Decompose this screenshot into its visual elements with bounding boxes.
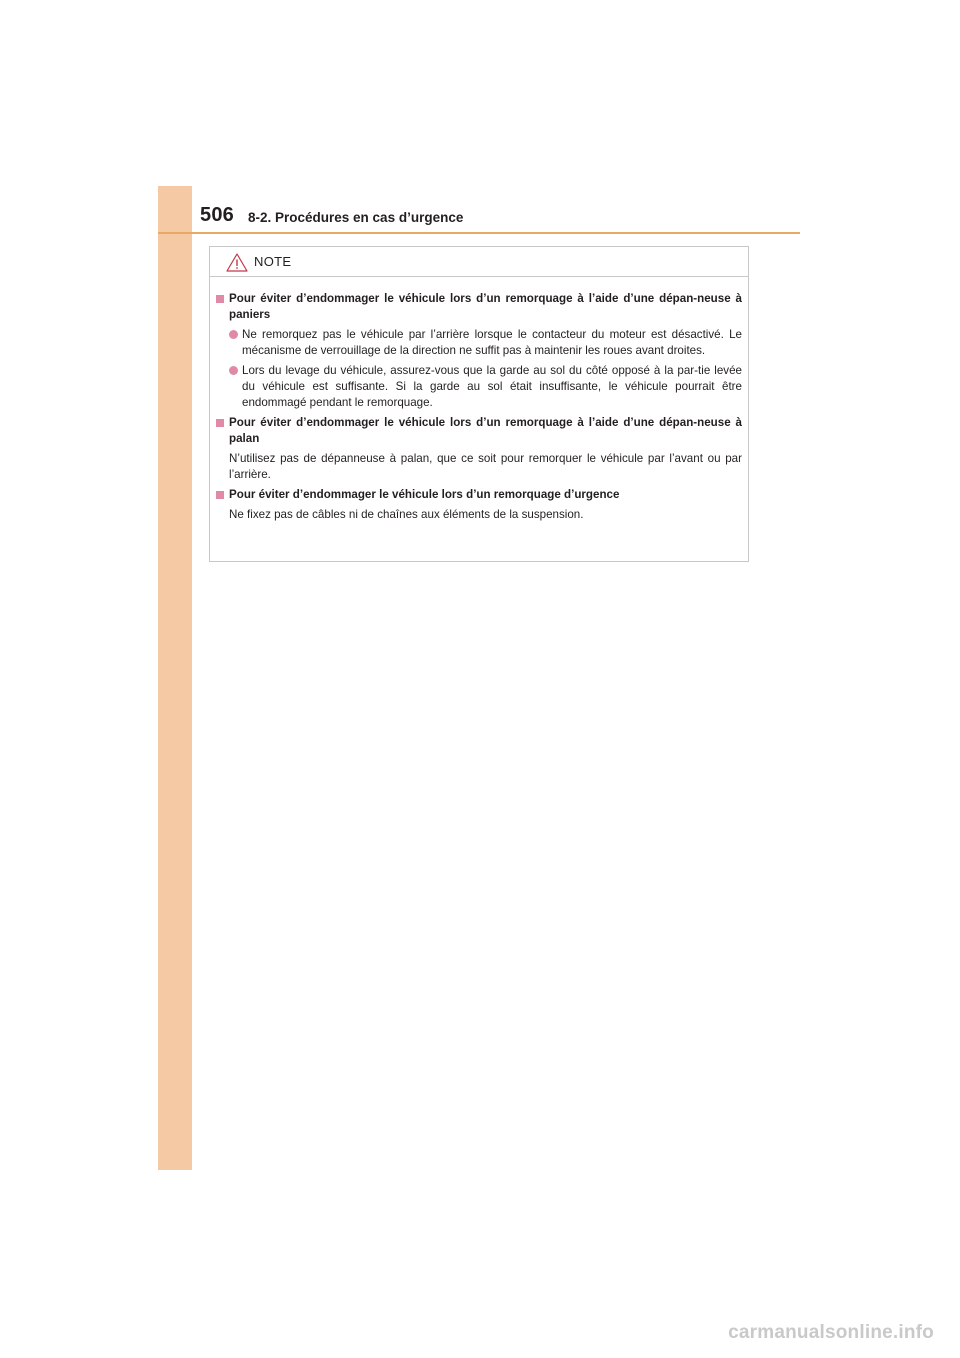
note-item-heading: Pour éviter d’endommager le véhicule lors d’un remorquage à l’aide d’une dépan-neuse à paniers	[229, 292, 742, 321]
round-bullet-icon	[229, 330, 238, 339]
page-number: 506	[200, 204, 234, 226]
square-bullet-icon	[216, 295, 224, 303]
square-bullet-icon	[216, 419, 224, 427]
note-item	[216, 291, 742, 411]
note-item	[216, 487, 742, 523]
page-header	[158, 186, 800, 234]
note-box	[209, 246, 749, 562]
note-item	[216, 415, 742, 483]
watermark-text: carmanualsonline.info	[728, 1322, 934, 1343]
note-item-body: N’utilisez pas de dépanneuse à palan, que ce soit pour remorquer le véhicule par l’avant ou par l’arrière.	[229, 452, 742, 481]
note-sub-item	[229, 363, 742, 411]
note-item-body: Ne fixez pas de câbles ni de chaînes aux éléments de la suspension.	[229, 508, 584, 521]
note-body	[210, 277, 748, 527]
section-title: 8-2. Procédures en cas d’urgence	[248, 210, 464, 225]
note-header	[210, 247, 748, 277]
square-bullet-icon	[216, 491, 224, 499]
side-tab-band	[158, 186, 192, 1170]
note-label: NOTE	[254, 254, 292, 269]
note-item-heading: Pour éviter d’endommager le véhicule lors d’un remorquage d’urgence	[229, 488, 620, 501]
note-sub-item-text: Ne remorquez pas le véhicule par l’arrière lorsque le contacteur du moteur est désactivé. Le mécanisme de verrouillage de la direction ne suffit pas à maintenir les roues avant droites.	[242, 328, 742, 357]
note-sub-item-text: Lors du levage du véhicule, assurez-vous que la garde au sol du côté opposé à la par-tie levée du véhicule est suffisante. Si la garde au sol était insuffisante, le véhicule pourrait être endommagé pendant le remorquage.	[242, 364, 742, 409]
note-sub-item	[229, 327, 742, 359]
warning-triangle-icon	[226, 253, 248, 272]
header-rule	[158, 232, 800, 234]
round-bullet-icon	[229, 366, 238, 375]
note-item-heading: Pour éviter d’endommager le véhicule lors d’un remorquage à l’aide d’une dépan-neuse à palan	[229, 416, 742, 445]
